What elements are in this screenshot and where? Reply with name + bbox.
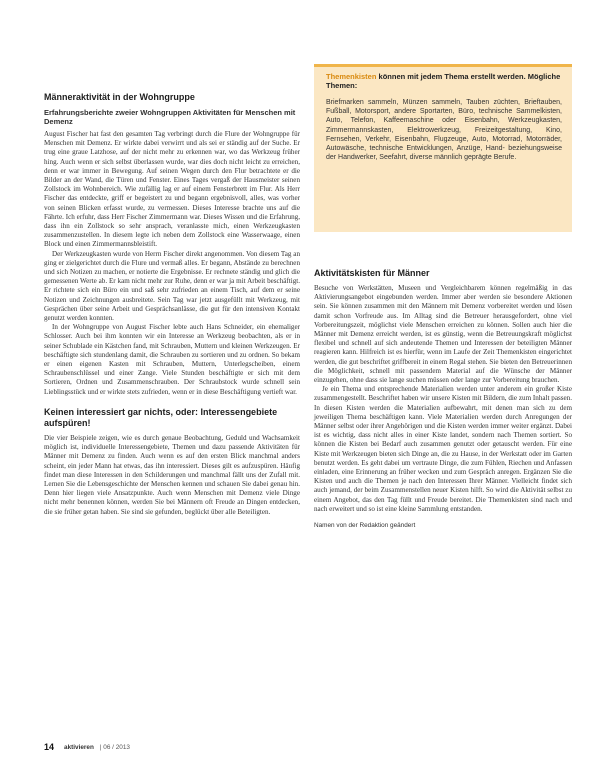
left-column <box>44 92 300 517</box>
issue-info: | 06 / 2013 <box>99 743 130 751</box>
paragraph: August Fischer hat fast den gesamten Tag verbringt durch die Flure der Wohngruppe für Menschen mit Demenz. Er wirkte dabei verwirrt und als sei er ständig auf der Suche. Er trug eine graue Latzhose, auf der nicht mehr zu erkennen war, wo das Werkzeug früher hing. Auch wenn er sich selbst überlassen wurde, war dies doch nicht leicht zu erreichen, denn er war immer in Bewegung. Auf seinen Wegen durch den Flur betrachtete er die Bilder an der Wand, die Türen und Fenster. Eines Tages vergaß der Hausmeister seinen Zollstock im Wohnbereich. Wie zufällig lag er auf einem Fensterbrett im Flur. Als Herr Fischer das entdeckte, griff er begeistert zu und begann ergebnisvoll, alles, was vorher von seinen Blicken erfasst wurde, zu vermessen. Dieses Interesse brachte uns auf die Fährte. Ich erfuhr, dass Herr Fischer Zimmermann war. Dieses Wissen und die Erfahrung, dass ihn ein Zollstock so sehr ansprach, veranlasste mich, einen Werkzeugkasten zusammenzustellen. In diesem legte ich neben dem Zollstock eine Wasserwaage, einen Block und einen Zimmermannsbleistift. <box>44 130 300 249</box>
name-credit: Namen von der Redaktion geändert <box>314 522 416 530</box>
left-body-2 <box>44 434 300 517</box>
theme-box <box>314 64 572 232</box>
right-column <box>314 64 572 529</box>
paragraph: Besuche von Werkstätten, Museen und Vergleichbarem können regelmäßig in das Aktivierungsangebot eingebunden werden. Immer aber werden sie besondere Aktionen sein. Sie können zusammen mit den Männern mit Demenz vorbereitet werden und lösen damit schon Vorfreude aus. Im Alltag sind die Betreuer herausgefordert, ohne viel Vorbereitungszeit, möglichst viele Menschen erreichen zu können. Sollen auch hier die Männer mit Demenz erreicht werden, ist es günstig, wenn die Betreuungskraft möglichst flexibel und schnell auf sich andeutende Themen und Interessen der beteiligten Männer reagieren kann. Hilfreich ist es hierfür, wenn im Laufe der Zeit Themenkisten eingerichtet werden, die gut beschriftet griffbereit in einem Regal stehen. Sie bieten den Betreuerinnen die Möglichkeit, schnell mit passendem Material auf die Wünsche der Männer einzugehen, ohne dass sie lange suchen müssen oder lange zur Vorbereitung brauchen. <box>314 284 572 385</box>
paragraph: In der Wohngruppe von August Fischer lebte auch Hans Schneider, ein ehemaliger Schlosser. Auch bei ihm konnten wir ein Interesse an Werkzeug beobachten, als er in seiner Schublade ein Kästchen fand, mit Schrauben, Muttern und kleinen Werkzeugen. Er beschäftigte sich stundenlang damit, die Schrauben zu sortieren und zu ordnen. So bekam er einen eigenen Kasten mit Schrauben, Muttern, Unterlegscheiben, einem Schraubenschlüssel und einer Zange. Viele Stunden beschäftigte er sich mit dem Sortieren, Ordnen und Zusammenschrauben. Der Schraubstock wurde schnell sein Lieblingsstück und er wirkte stets zufrieden, wenn er in diese Beschäftigung vertieft war. <box>44 323 300 396</box>
section-heading-right: Aktivitätskisten für Männer <box>314 268 430 278</box>
left-body <box>44 130 300 397</box>
magazine-name: aktivieren <box>64 743 94 751</box>
theme-box-headline-text: können mit jedem Thema erstellt werden. Mögliche Themen: <box>326 72 561 90</box>
spacer <box>44 397 300 407</box>
right-body <box>314 284 572 514</box>
paragraph: Der Werkzeugkasten wurde von Herrn Fischer direkt angenommen. Von diesem Tag an ging er zielgerichtet durch die Flure und vermaß alles. Er begann, Abstände zu berechnen und sich Notizen zu machen, er notierte die Ergebnisse. Er rechnete ständig und glich die gemessenen Werte ab. Er kam nicht mehr zur Ruhe, denn er war ja mit Arbeit beschäftigt. Er richtete sich ein Büro ein und saß sehr zufrieden an einem Tisch, auf dem er seine Notizen und Zeichnungen ausbreitete. Sein Tag war jetzt ausgefüllt mit Werkzeug, mit Gesprächen über seine Arbeit und Gesprächsanlässe, die gut für den intensiven Kontakt genutzt werden konnten. <box>44 249 300 323</box>
article-heading: Männeraktivität in der Wohngruppe <box>44 92 195 102</box>
section-heading: Keinen interessiert gar nichts, oder: Interessengebiete aufspüren! <box>44 406 278 428</box>
page-number: 14 <box>44 742 55 752</box>
article-subheading: Erfahrungsberichte zweier Wohngruppen Aktivitäten für Menschen mit Demenz <box>44 108 296 126</box>
paragraph: Je ein Thema und entsprechende Materialien werden unter anderem ein großer Kiste zusammengestellt. Beschriftet haben wir unsere Kisten mit Bildern, die zum Inhalt passen. In diesen Kisten werden die Materialien aufbewahrt, mit denen man sich zu dem jeweiligen Thema beschäftigen kann. Viele Materialien werden durch Anregungen der Männer selbst oder ihrer Angehörigen und die Kisten werden immer weiter ergänzt. Dabei ist es wichtig, dass nicht alles in einer Kiste landet, sondern nach Themen sortiert. So können die Kisten bei Bedarf auch zusammen genutzt oder getauscht werden. Für eine Kiste mit Werkzeugen bieten sich Dinge an, die zu Hause, in der Werkstatt oder im Garten benutzt werden. Es geht dabei um vertraute Dinge, die zum Fühlen, Riechen und Anfassen einladen, eine Erinnerung an früher wecken und zum Gespräch anregen. Ergänzen Sie die Kisten und auch die Themen je nach den Interessen Ihrer Männer. Vielleicht findet sich auch jemand, der beim Zusammenstellen neuer Kisten hilft. So wird die Aktivität selbst zu einem Angebot, das den Tag füllt und Freude bereitet. Die Themenkisten sind nach und nach erweitert und so ist eine kleine Sammlung entstanden. <box>314 385 572 513</box>
theme-box-headline <box>326 72 562 90</box>
theme-box-label: Themenkisten <box>326 72 377 81</box>
page-footer <box>44 740 572 754</box>
theme-box-text: Briefmarken sammeln, Münzen sammeln, Tauben züchten, Brieftauben, Fußball, Motorsport, andere Sportarten, Büro, technische Sammelkisten, Auto, Telefon, Kaffeemaschine oder Eisenbahn, Werkzeugkasten, Zimmermannskasten, Elektrowerkzeug, Freizeitgestaltung, Kino, Fernsehen, Verkehr, Eisenbahn, Flugzeuge, Auto, Motorrad, Motorräder, Autowäsche, technische Entwicklungen, Anzüge, Hand- beziehungsweise der Handwerker, Seefahrt, diverse männlich geprägte Berufe. <box>326 99 562 162</box>
paragraph: Die vier Beispiele zeigen, wie es durch genaue Beobachtung, Geduld und Wachsamkeit möglich ist, individuelle Interessengebiete, Themen und dazu passende Aktivitäten für Männer mit Demenz zu finden. Auch wenn es auf den ersten Blick manchmal anders scheint, ein jeder Mann hat etwas, das ihn interessiert. Dieses gilt es aufzuspüren. Häufig findet man diese Interessen in den Schilderungen und manchmal fällt uns der Zufall mit. Lernen Sie die Lebensgeschichte der Menschen kennen und schauen Sie dabei genau hin. Denn hier liegen viele Ansatzpunkte. Auch wenn Menschen mit Demenz viele Dinge nicht mehr benennen können, werden Sie bei Männern oft Freude an Dingen entdecken, die sie früher getan haben. Sie sind sie gefunden, beglückt über alle Beteiligten. <box>44 433 300 516</box>
